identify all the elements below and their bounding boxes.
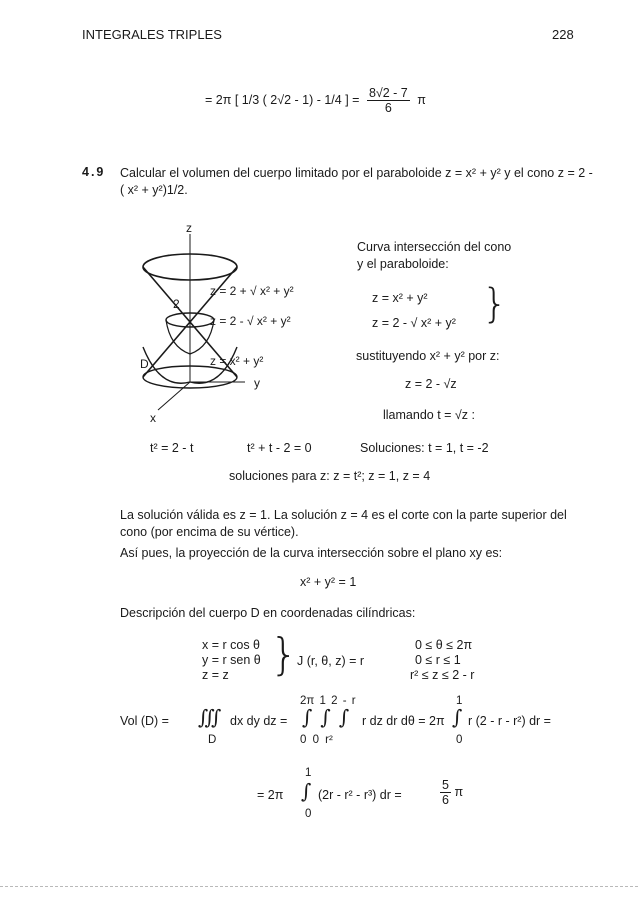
iterated-upper-limits: 2π 1 2 - r [300, 695, 356, 707]
page-number: 228 [552, 27, 574, 42]
problem-statement: Calcular el volumen del cuerpo limitado por el paraboloide z = x² + y² y el cono z = 2 - ( x² + y²)1/2. [120, 166, 593, 197]
final-integral-lower: 0 [305, 808, 312, 820]
cyl-jacobian: J (r, θ, z) = r [297, 654, 365, 668]
paraboloid-equation: z = x² + y² [210, 354, 264, 368]
y-axis-label: y [254, 376, 260, 390]
final-prefix: = 2π [257, 788, 284, 802]
cone-bottom-equation: z = 2 - √ x² + y² [210, 314, 291, 328]
top-equation-pi: π [417, 93, 426, 108]
cyl-x: x = r cos θ [202, 638, 261, 652]
iterated-integral-signs: ∫∫∫ [302, 705, 358, 729]
equation-quadratic: t² + t - 2 = 0 [247, 441, 312, 455]
cone-top-equation: z = 2 + √ x² + y² [210, 284, 294, 298]
lim-r: 0 ≤ r ≤ 1 [415, 653, 461, 667]
triple-integral-sign: ∭ [198, 705, 222, 729]
volume-integrand2: r dz dr dθ = 2π [362, 714, 445, 728]
final-result [440, 778, 463, 808]
z-axis-label: z [186, 222, 192, 235]
final-integral-upper: 1 [305, 767, 312, 779]
final-fraction [440, 778, 451, 808]
curve-heading-line2: y el paraboloide: [357, 257, 449, 271]
volume-lhs: Vol (D) = [120, 714, 169, 728]
cone-paraboloid-figure [140, 222, 390, 437]
page-bottom-edge [0, 886, 638, 887]
paragraph-projection: Así pues, la proyección de la curva intersección sobre el plano xy es: [120, 546, 503, 560]
solutions-for-z: soluciones para z: z = t²; z = 1, z = 4 [229, 469, 431, 483]
curve-eq2: z = 2 - √ x² + y² [372, 316, 456, 330]
r-integral-sign: ∫ [452, 705, 463, 729]
paragraph-cylindrical: Descripción del cuerpo D en coordenadas cilíndricas: [120, 606, 416, 620]
curve-eq3: z = 2 - √z [405, 377, 457, 391]
final-pi: π [454, 785, 464, 800]
x-axis-label: x [150, 411, 156, 425]
lim-theta: 0 ≤ θ ≤ 2π [415, 638, 473, 652]
region-d-label: D [140, 357, 149, 371]
curve-eq1: z = x² + y² [372, 291, 428, 305]
volume-integrand3: r (2 - r - r²) dr = [468, 714, 551, 728]
r-integral-lower: 0 [456, 734, 463, 746]
curve-heading-line1: Curva intersección del cono [357, 240, 512, 254]
curve-llamando: llamando t = √z : [383, 408, 475, 422]
volume-integrand1: dx dy dz = [230, 714, 288, 728]
cyl-y: y = r sen θ [202, 653, 261, 667]
lim-z: r² ≤ z ≤ 2 - r [410, 668, 475, 682]
final-integral-sign: ∫ [301, 779, 312, 803]
final-fraction-denominator: 6 [442, 793, 449, 808]
top-fraction-denominator: 6 [384, 101, 392, 116]
top-equation-fraction [367, 86, 410, 116]
equation-t-squared: t² = 2 - t [150, 441, 194, 455]
iterated-lower-limits: 0 0 r² [300, 734, 333, 746]
final-integrand: (2r - r² - r³) dr = [318, 788, 402, 802]
projection-equation: x² + y² = 1 [300, 575, 357, 589]
paragraph-valid-solution: La solución válida es z = 1. La solución z = 4 es el corte con la parte superior del cono (por encima de su vértice). [120, 508, 567, 539]
top-fraction-numerator: 8√2 - 7 [368, 86, 408, 100]
cyl-z: z = z [202, 668, 229, 682]
top-equation [205, 86, 426, 116]
problem-number: 4.9 [82, 165, 106, 179]
cone-height-label: 2 [173, 297, 180, 311]
equation-solutions: Soluciones: t = 1, t = -2 [360, 441, 489, 455]
top-equation-lhs: = 2π [ 1/3 ( 2√2 - 1) - 1/4 ] = [205, 93, 360, 108]
running-header: INTEGRALES TRIPLES [82, 27, 222, 42]
final-fraction-numerator: 5 [442, 778, 449, 792]
curve-system-brace: } [482, 281, 508, 327]
cyl-brace: } [270, 629, 298, 680]
r-integral-upper: 1 [456, 695, 463, 707]
curve-subst: sustituyendo x² + y² por z: [356, 349, 500, 363]
triple-integral-domain: D [208, 734, 217, 746]
